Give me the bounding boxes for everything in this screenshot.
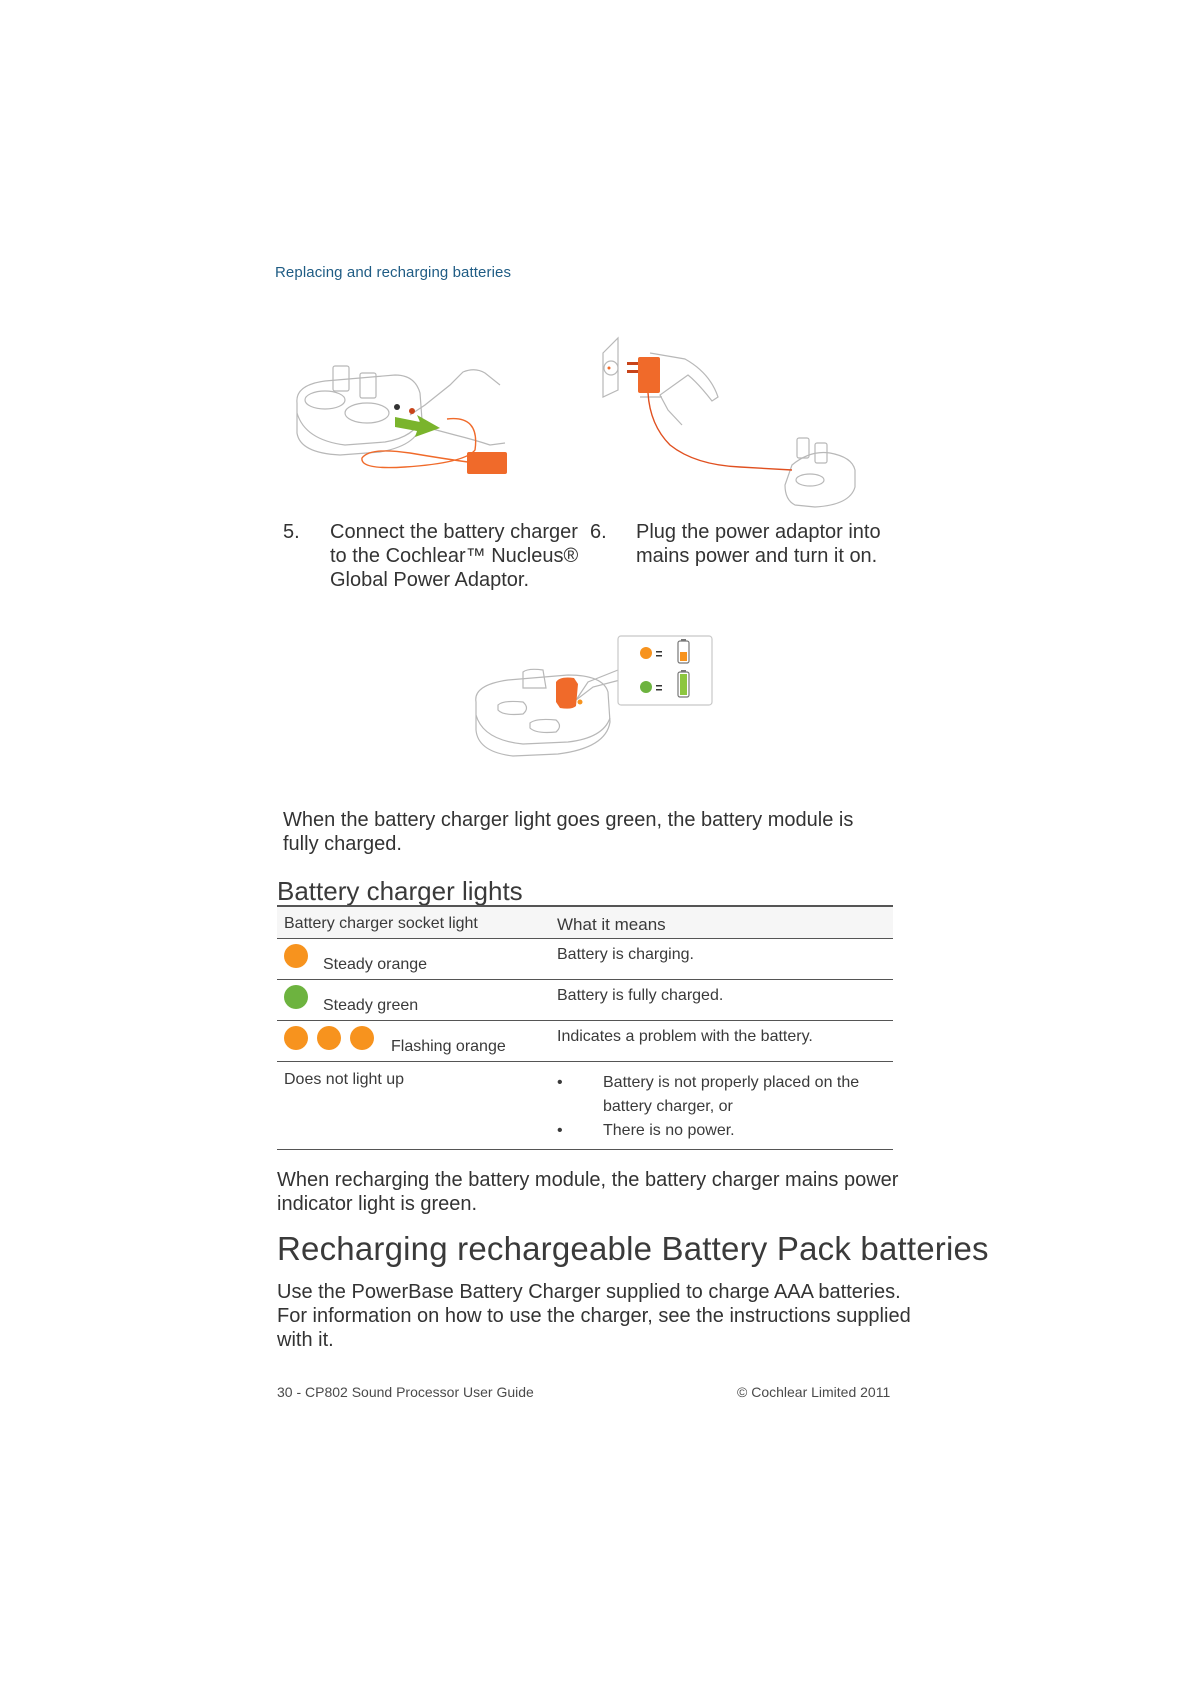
bullet-item: • Battery is not properly placed on the battery charger, or — [557, 1073, 860, 1115]
paragraph-line: indicator light is green. — [277, 1193, 478, 1215]
table-row — [277, 1061, 893, 1149]
table-row — [277, 938, 893, 979]
orange-light-icon — [284, 1026, 308, 1050]
meaning-text: Battery is fully charged. — [557, 986, 724, 1004]
paragraph-powerbase — [277, 1280, 911, 1352]
light-label: Steady green — [323, 996, 419, 1014]
paragraph-fully-charged — [283, 808, 853, 856]
green-dot-icon — [640, 681, 652, 693]
meaning-bullet-list — [557, 1062, 893, 1149]
footer-copyright: © Cochlear Limited 2011 — [737, 1384, 891, 1400]
heading-battery-charger-lights: Battery charger lights — [277, 876, 523, 906]
paragraph-line: Use the PowerBase Battery Charger supplied to charge AAA batteries. — [277, 1281, 901, 1303]
step-text-line: Global Power Adaptor. — [330, 569, 530, 591]
step-text-line: Connect the battery charger — [330, 521, 578, 543]
adaptor-plug-wall-illustration — [600, 335, 860, 510]
paragraph-line: fully charged. — [283, 833, 402, 855]
table-row — [277, 1020, 893, 1061]
battery-lights-table — [277, 905, 893, 1150]
heading-battery-pack: Recharging rechargeable Battery Pack batteries — [277, 1230, 989, 1267]
charger-with-battery-illustration — [468, 630, 728, 770]
orange-dot-icon — [640, 647, 652, 659]
green-arrow-icon — [395, 415, 440, 437]
paragraph-line: When recharging the battery module, the battery charger mains power — [277, 1169, 899, 1191]
step-number: 5. — [283, 521, 300, 543]
step-text-line: Plug the power adaptor into — [636, 521, 881, 543]
paragraph-line: When the battery charger light goes green, the battery module is — [283, 809, 854, 831]
paragraph-line: For information on how to use the charger, see the instructions supplied — [277, 1305, 911, 1327]
step-text-line: to the Cochlear™ Nucleus® — [330, 545, 579, 567]
light-label: Flashing orange — [391, 1037, 506, 1055]
step-text-line: mains power and turn it on. — [636, 545, 878, 567]
column-header-light: Battery charger socket light — [284, 915, 478, 932]
section-header: Replacing and recharging batteries — [275, 264, 512, 281]
legend-box — [618, 636, 712, 705]
orange-light-icon — [284, 944, 308, 968]
footer-page-label: 30 - CP802 Sound Processor User Guide — [277, 1384, 534, 1400]
green-light-icon — [284, 985, 308, 1009]
meaning-text: Indicates a problem with the battery. — [557, 1027, 813, 1045]
table-header-row — [277, 906, 893, 938]
table-row — [277, 979, 893, 1020]
orange-light-icon — [317, 1026, 341, 1050]
step-number: 6. — [590, 521, 607, 543]
bullet-item: • There is no power. — [557, 1121, 735, 1139]
column-header-meaning: What it means — [557, 915, 666, 934]
meaning-text: Battery is charging. — [557, 945, 694, 963]
light-label: Does not light up — [284, 1070, 405, 1088]
paragraph-line: with it. — [277, 1329, 334, 1351]
light-label: Steady orange — [323, 955, 428, 973]
orange-light-icon — [350, 1026, 374, 1050]
paragraph-mains-indicator — [277, 1168, 898, 1216]
charger-connect-adaptor-illustration — [285, 345, 525, 495]
